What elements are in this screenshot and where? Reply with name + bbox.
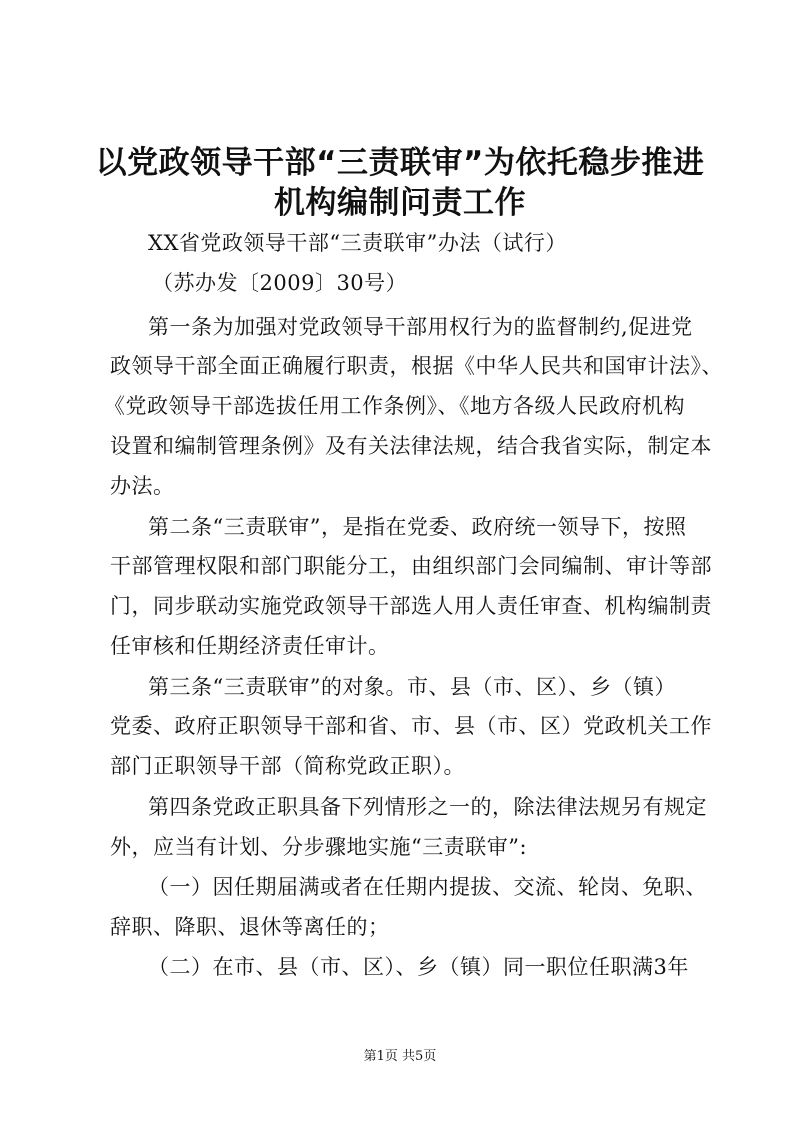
body-line: 干部管理权限和部门职能分工，由组织部门会同编制、审计等部 [110, 554, 712, 578]
body-line: （苏办发〔2009〕30号） [152, 271, 408, 295]
page-footer: 第1页 共5页 [363, 1049, 437, 1064]
body-line: 门，同步联动实施党政领导干部选人用人责任审查、机构编制责 [110, 594, 712, 618]
body-line: （二）在市、县（市、区）、乡（镇）同一职位任职满3年 [148, 955, 689, 979]
body-line: （一）因任期届满或者在任期内提拔、交流、轮岗、免职、 [148, 875, 707, 899]
document-title-line-2: 机构编制问责工作 [274, 185, 526, 221]
body-line: 任审核和任期经济责任审计。 [110, 634, 390, 658]
body-line: 外，应当有计划、分步骤地实施“三责联审”: [110, 835, 528, 859]
body-line: 第四条党政正职具备下列情形之一的，除法律法规另有规定 [148, 795, 707, 819]
body-line: 第一条为加强对党政领导干部用权行为的监督制约,促进党 [148, 315, 693, 339]
body-line: 党委、政府正职领导干部和省、市、县（市、区）党政机关工作 [110, 714, 712, 738]
body-line: 第三条“三责联审”的对象。市、县（市、区）、乡（镇） [148, 675, 676, 699]
document-title-line-1: 以党政领导干部“三责联审”为依托稳步推进 [95, 145, 705, 181]
body-line: 政领导干部全面正确履行职责，根据《中华人民共和国审计法》、 [110, 354, 723, 378]
body-line: XX省党政领导干部“三责联审”办法（试行） [148, 231, 567, 255]
body-line: 办法。 [110, 474, 175, 498]
body-line: 辞职、降职、退休等离任的； [110, 915, 390, 939]
body-line: 设置和编制管理条例》及有关法律法规，结合我省实际，制定本 [110, 434, 712, 458]
body-line: 部门正职领导干部（简称党政正职）。 [110, 754, 465, 778]
body-line: 《党政领导干部选拔任用工作条例》、《地方各级人民政府机构 [104, 394, 685, 418]
body-line: 第二条“三责联审”，是指在党委、政府统一领导下，按照 [148, 515, 687, 539]
